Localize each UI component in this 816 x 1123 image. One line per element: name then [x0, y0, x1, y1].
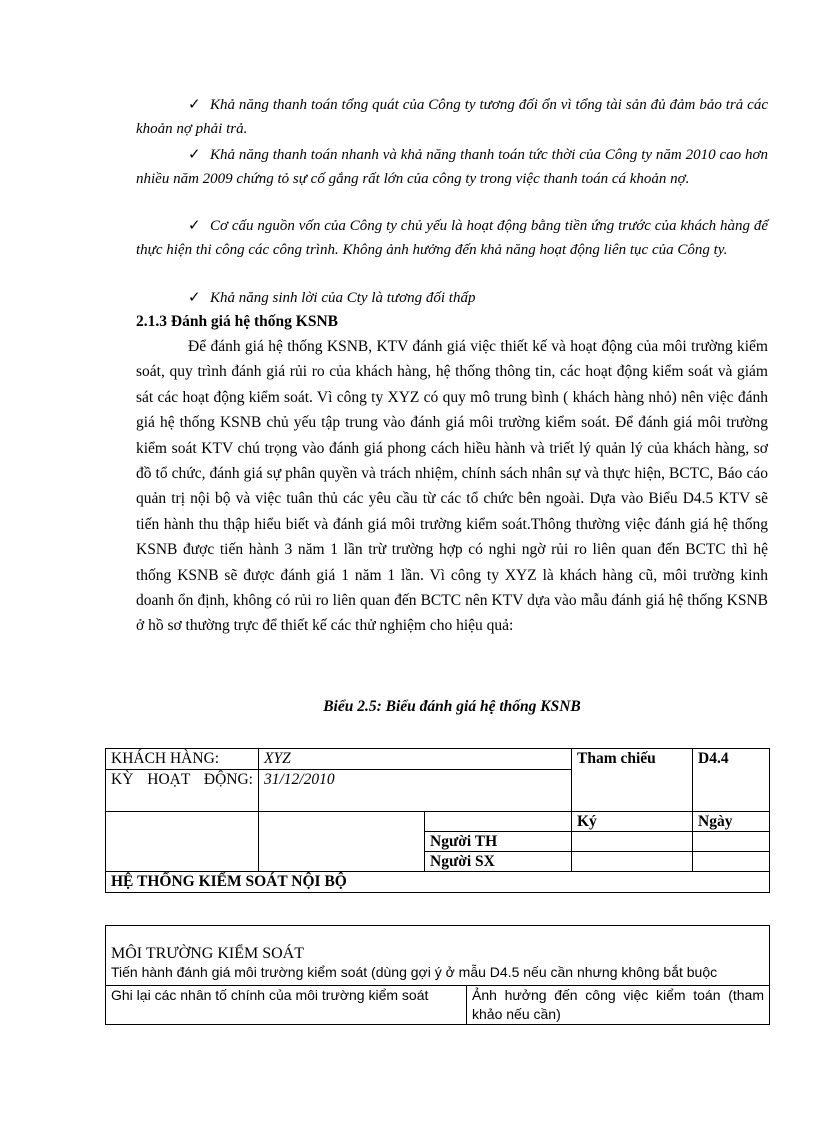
- reviewer-date-cell: [693, 852, 770, 872]
- check-icon: ✓: [188, 218, 201, 234]
- form-header-table: [105, 748, 770, 893]
- check-icon: ✓: [188, 97, 201, 113]
- control-env-title: MÔI TRƯỜNG KIỂM SOÁT: [111, 945, 305, 962]
- control-environment-table: [105, 925, 770, 1025]
- check-icon: ✓: [188, 290, 201, 306]
- bullet-item: [136, 143, 768, 191]
- reference-label: Tham chiếu: [572, 749, 693, 812]
- preparer-sign-cell: [572, 832, 693, 852]
- preparer-date-cell: [693, 832, 770, 852]
- check-icon: ✓: [188, 147, 201, 163]
- reviewer-sign-cell: [572, 852, 693, 872]
- sign-label: Ký: [572, 812, 693, 832]
- blank-cell: [259, 812, 425, 872]
- body-paragraph: Để đánh giá hệ thống KSNB, KTV đánh giá việc thiết kế và hoạt động của môi trường kiểm soát, quy trình đánh giá rủi ro của khách hàng, hệ thống thông tin, các hoạt động kiểm soát và giám sát các hoạt động kiểm soát. Vì công ty XYZ có quy mô trung bình ( khách hàng nhỏ) nên việc đánh giá hệ thống KSNB chủ yếu tập trung vào đánh giá môi trường kiểm soát. Để đánh giá môi trường kiểm soát KTV chú trọng vào đánh giá phong cách hiều hành và triết lý quản lý của khách hàng, sơ đồ tổ chức, đánh giá sự phân quyền và trách nhiệm, chính sách nhân sự và thực hiện, BCTC, Báo cáo quản trị nội bộ và việc tuân thủ các yêu cầu từ các tổ chức bên ngoài. Dựa vào Biểu D4.5 KTV sẽ tiến hành thu thập hiểu biết và đánh giá môi trường kiểm soát.Thông thường việc đánh giá hệ thống KSNB được tiến hành 3 năm 1 lần trừ trường hợp có nghi ngờ rủi ro liên quan đến BCTC thì hệ thống KSNB sẽ được đánh giá 1 năm 1 lần. Vì công ty XYZ là khách hàng cũ, môi trường kinh doanh ổn định, không có rủi ro liên quan đến BCTC nên KTV dựa vào mẫu đánh giá hệ thống KSNB ở hồ sơ thường trực để thiết kế các thử nghiệm cho hiệu quả:: [136, 338, 768, 635]
- reference-value: D4.4: [693, 749, 770, 812]
- form-title: HỆ THỐNG KIỂM SOÁT NỘI BỘ: [106, 872, 770, 893]
- period-label: KỲ HOẠT ĐỘNG:: [106, 770, 259, 812]
- period-value: 31/12/2010: [259, 770, 572, 812]
- client-value: XYZ: [259, 749, 572, 770]
- bullet-text: Khả năng sinh lời của Cty là tương đối thấp: [210, 290, 476, 306]
- figure-caption: Biểu 2.5: Biểu đánh giá hệ thống KSNB: [323, 698, 581, 715]
- col-audit-impact: Ảnh hưởng đến công việc kiểm toán (tham khảo nếu cần): [467, 986, 770, 1025]
- bullet-text: Khả năng thanh toán tổng quát của Công ty tương đối ổn vì tổng tài sản đủ đảm bảo trả các khoản nợ phải trả.: [136, 97, 768, 137]
- control-env-subtitle: Tiến hành đánh giá môi trường kiểm soát (dùng gợi ý ở mẫu D4.5 nếu cần nhưng không bắt buộc: [111, 964, 718, 980]
- bullet-text: Khả năng thanh toán nhanh và khả năng thanh toán tức thời của Công ty năm 2010 cao hơn nhiều năm 2009 chứng tỏ sự cố gắng rất lớn của công ty trong việc thanh toán cá khoản nợ.: [136, 147, 768, 187]
- bullet-text: Cơ cấu nguồn vốn của Công ty chủ yếu là hoạt động bằng tiền ứng trước của khách hàng để thực hiện thi công các công trình. Không ảnh hưởng đến khả năng hoạt động liên tục của Công ty.: [136, 218, 768, 258]
- control-env-header: [106, 926, 770, 986]
- bullet-item: [136, 214, 768, 262]
- blank-cell: [106, 812, 259, 872]
- blank-cell: [425, 812, 572, 832]
- bullet-item: [136, 286, 768, 310]
- date-label: Ngày: [693, 812, 770, 832]
- client-label: KHÁCH HÀNG:: [106, 749, 259, 770]
- col-key-factors: Ghi lại các nhân tố chính của môi trường kiểm soát: [106, 986, 467, 1025]
- section-heading: 2.1.3 Đánh giá hệ thống KSNB: [136, 313, 338, 330]
- reviewer-label: Người SX: [425, 852, 572, 872]
- bullet-item: [136, 93, 768, 141]
- preparer-label: Người TH: [425, 832, 572, 852]
